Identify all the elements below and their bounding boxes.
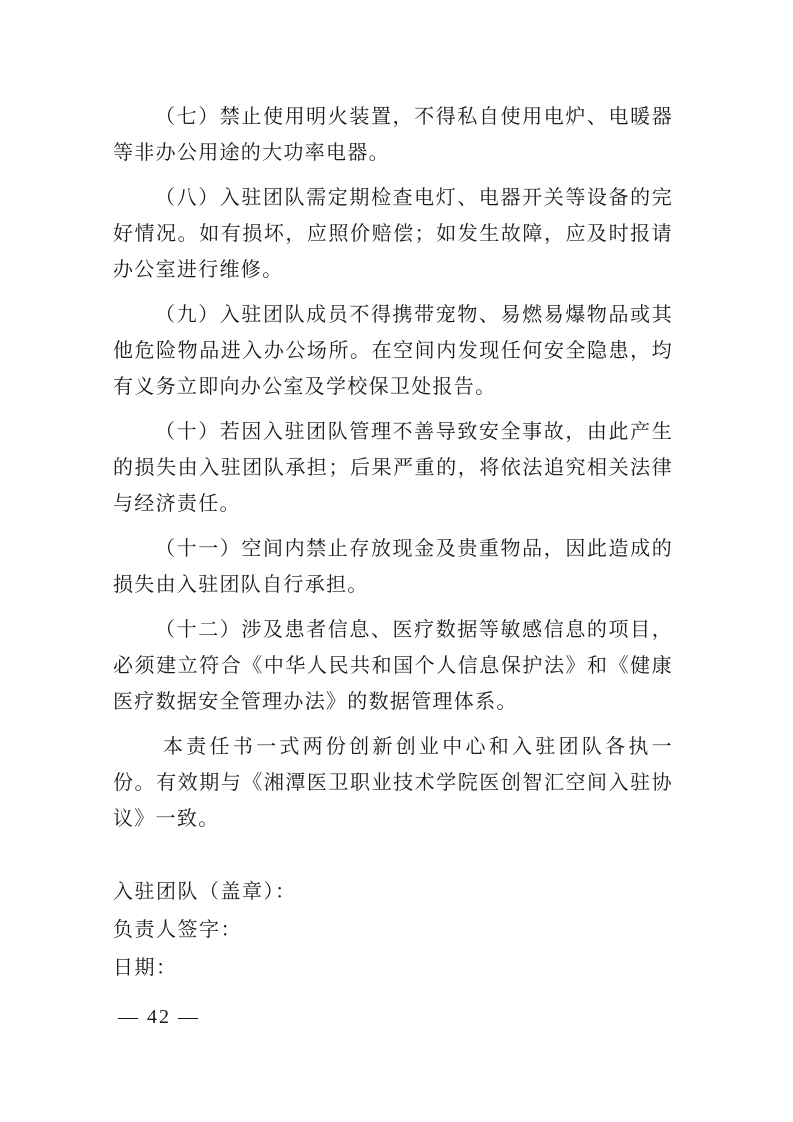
responsible-person-label: 负责人签字： — [113, 917, 242, 941]
clause-7: （七）禁止使用明火装置，不得私自使用电炉、电暖器等非办公用途的大功率电器。 — [113, 104, 673, 164]
clause-9: （九）入驻团队成员不得携带宠物、易燃易爆物品或其他危险物品进入办公场所。在空间内发现任何安全隐患，均有义务立即向办公室及学校保卫处报告。 — [113, 302, 673, 398]
clause-8: （八）入驻团队需定期检查电灯、电器开关等设备的完好情况。如有损坏，应照价赔偿；如发生故障，应及时报请办公室进行维修。 — [113, 185, 673, 281]
document-body — [113, 98, 673, 836]
closing-statement: 本责任书一式两份创新创业中心和入驻团队各执一份。有效期与《湘潭医卫职业技术学院医创智汇空间入驻协议》一致。 — [113, 734, 673, 830]
clause-11: （十一）空间内禁止存放现金及贵重物品，因此造成的损失由入驻团队自行承担。 — [113, 536, 673, 596]
team-seal-label: 入驻团队（盖章）： — [113, 879, 297, 903]
clause-10: （十）若因入驻团队管理不善导致安全事故，由此产生的损失由入驻团队承担；后果严重的，将依法追究相关法律与经济责任。 — [113, 419, 673, 515]
clause-12: （十二）涉及患者信息、医疗数据等敏感信息的项目，必须建立符合《中华人民共和国个人信息保护法》和《健康医疗数据安全管理办法》的数据管理体系。 — [113, 617, 673, 713]
signature-block — [113, 872, 673, 986]
date-label: 日期： — [113, 955, 178, 979]
page-number: — 42 — — [118, 1006, 200, 1028]
